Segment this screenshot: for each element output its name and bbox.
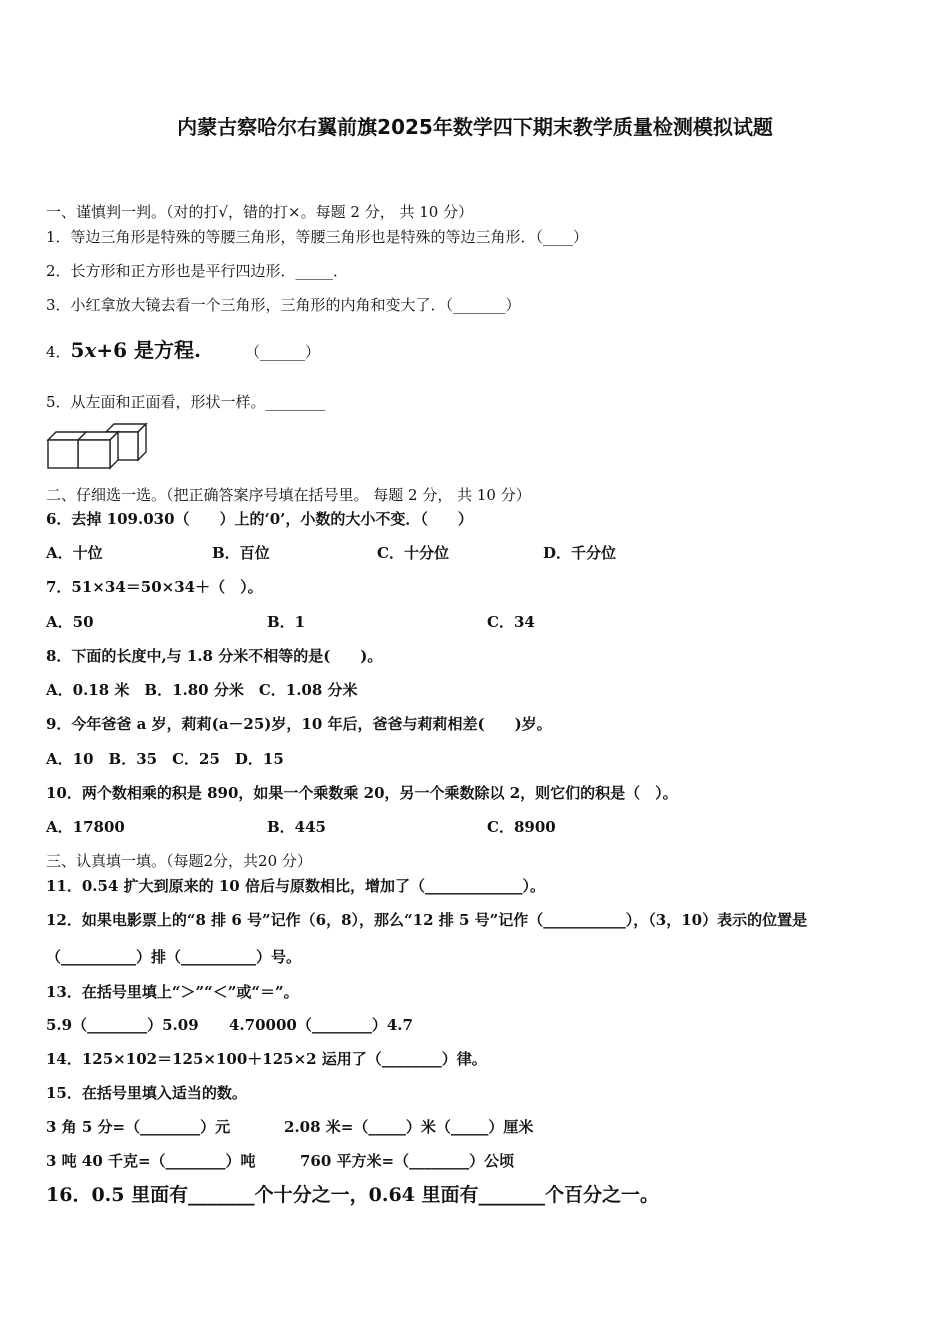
- question-6-option-d: D．千分位: [543, 544, 617, 562]
- question-8: 8．下面的长度中,与 1.8 分米不相等的是( )。: [46, 647, 383, 665]
- question-4-expression: 5x+6 是方程.: [70, 338, 202, 362]
- question-4: [46, 340, 320, 362]
- question-7-option-c: C．34: [487, 613, 535, 631]
- question-15-d: 760 平方米=（________）公顷: [300, 1152, 515, 1170]
- question-14: 14．125×102＝125×100＋125×2 运用了（________）律。: [46, 1050, 487, 1068]
- question-4-blank: （______）: [245, 343, 321, 361]
- question-6-option-a: A．十位: [46, 544, 103, 562]
- section-3-heading: 三、认真填一填。（每题2分，共20 分）: [46, 852, 312, 870]
- question-12-line-1: 12．如果电影票上的“8 排 6 号”记作（6，8），那么“12 排 5 号”记作（___________），（3，10）表示的位置是: [46, 911, 808, 929]
- question-6: 6．去掉 109.030（ ）上的‘0’，小数的大小不变．（ ）: [46, 510, 473, 528]
- question-7-option-b: B．1: [267, 613, 306, 631]
- question-1: 1．等边三角形是特殊的等腰三角形，等腰三角形也是特殊的等边三角形．（____）: [46, 228, 589, 246]
- question-10-option-a: A．17800: [46, 818, 125, 836]
- question-4-number: 4．: [46, 343, 71, 361]
- question-6-option-c: C．十分位: [377, 544, 449, 562]
- question-15-c: 3 吨 40 千克=（________）吨: [46, 1152, 256, 1170]
- question-11: 11．0.54 扩大到原来的 10 倍后与原数相比，增加了（_____________）。: [46, 877, 545, 895]
- question-13: 13．在括号里填上“＞”“＜”或“＝”。: [46, 983, 299, 1001]
- question-8-options: A．0.18 米 B．1.80 分米 C．1.08 分米: [46, 681, 358, 699]
- question-3: 3．小红拿放大镜去看一个三角形，三角形的内角和变大了．（_______）: [46, 296, 521, 314]
- question-15: 15．在括号里填入适当的数。: [46, 1084, 247, 1102]
- question-10-option-b: B．445: [267, 818, 326, 836]
- question-6-option-b: B．百位: [212, 544, 270, 562]
- question-7-option-a: A．50: [46, 613, 94, 631]
- question-15-b: 2.08 米=（_____）米（_____）厘米: [284, 1118, 534, 1136]
- section-1-heading: 一、谨慎判一判。（对的打√，错的打×。每题 2 分， 共 10 分）: [46, 203, 474, 221]
- question-7: 7．51×34＝50×34＋（ ）。: [46, 578, 263, 596]
- page-title: 内蒙古察哈尔右翼前旗2025年数学四下期末教学质量检测模拟试题: [177, 115, 773, 139]
- section-2-heading: 二、仔细选一选。（把正确答案序号填在括号里。 每题 2 分， 共 10 分）: [46, 486, 531, 504]
- question-16: 16．0.5 里面有_______个十分之一，0.64 里面有_______个百分之一。: [46, 1184, 660, 1206]
- question-2: 2．长方形和正方形也是平行四边形．_____．: [46, 262, 349, 280]
- cubes-figure: [46, 420, 152, 472]
- question-5: 5．从左面和正面看，形状一样。________: [46, 393, 326, 411]
- question-13-b: 4.70000（________）4.7: [229, 1016, 413, 1034]
- question-13-a: 5.9（________）5.09: [46, 1016, 199, 1034]
- question-9: 9．今年爸爸 a 岁，莉莉(a－25)岁，10 年后，爸爸与莉莉相差( )岁。: [46, 715, 552, 733]
- question-10-option-c: C．8900: [487, 818, 556, 836]
- question-12-line-2: （__________）排（__________）号。: [46, 948, 302, 966]
- question-9-options: A．10 B．35 C．25 D．15: [46, 750, 284, 768]
- question-10: 10．两个数相乘的积是 890，如果一个乘数乘 20，另一个乘数除以 2，则它们的积是（ ）。: [46, 784, 678, 802]
- question-15-a: 3 角 5 分=（________）元: [46, 1118, 231, 1136]
